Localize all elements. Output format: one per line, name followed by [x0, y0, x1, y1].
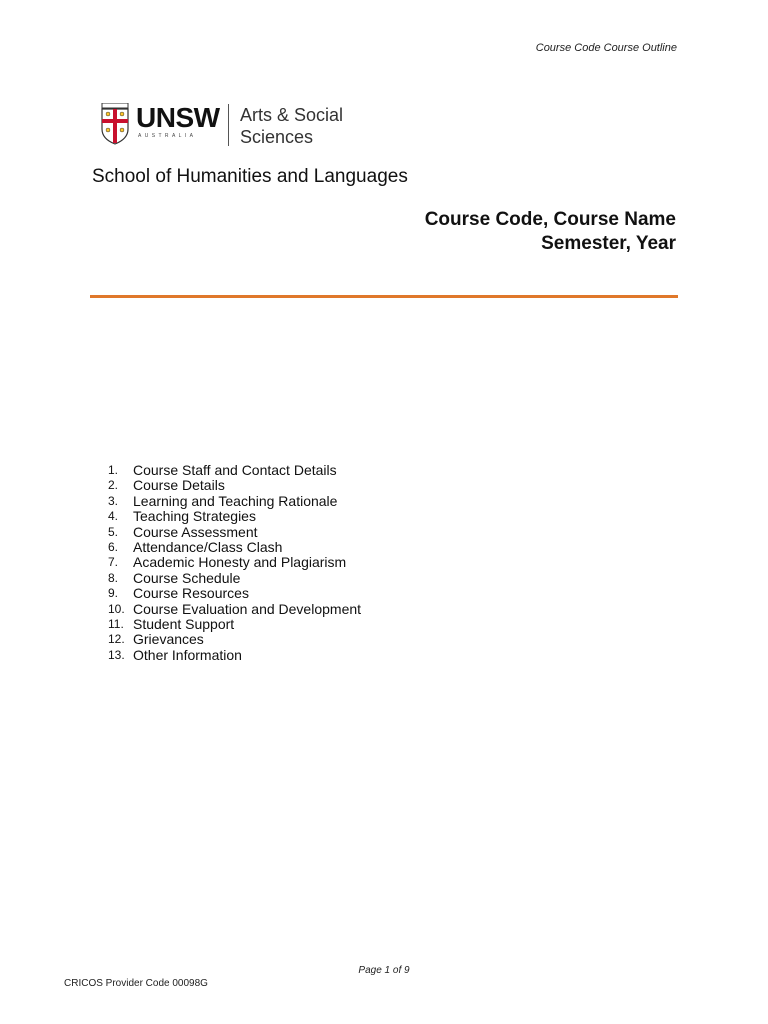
toc-item-label: Course Assessment: [133, 523, 258, 540]
toc-item-number: 7.: [108, 555, 119, 570]
toc-item-label: Grievances: [133, 631, 204, 648]
toc-item-label: Course Schedule: [133, 569, 241, 586]
toc-item: [108, 478, 361, 493]
toc-item: [108, 463, 361, 478]
toc-item-number: 2.: [108, 478, 119, 493]
toc-item-label: Academic Honesty and Plagiarism: [133, 554, 347, 571]
toc-item-label: Teaching Strategies: [133, 508, 256, 525]
unsw-logo: [98, 100, 358, 152]
toc-item-number: 10.: [108, 601, 125, 616]
toc-item-label: Course Details: [133, 477, 225, 494]
toc-item-label: Attendance/Class Clash: [133, 539, 283, 556]
course-title-line-1: Course Code, Course Name: [424, 209, 676, 230]
cricos-code: CRICOS Provider Code 00098G: [64, 978, 208, 989]
toc-item: [108, 525, 361, 540]
toc-item-number: 4.: [108, 509, 119, 524]
toc-item-number: 12.: [108, 632, 125, 647]
faculty-name: [240, 104, 343, 148]
toc-item-number: 9.: [108, 586, 119, 601]
course-title: [425, 208, 676, 256]
toc-item-label: Course Resources: [133, 585, 249, 602]
logo-wordmark: UNSW: [136, 102, 220, 133]
toc-item-label: Course Staff and Contact Details: [133, 462, 337, 478]
faculty-line-2: Sciences: [240, 127, 314, 147]
toc-item-number: 3.: [108, 493, 119, 508]
toc-item: [108, 586, 361, 601]
toc-item: [108, 632, 361, 647]
toc-item: [108, 555, 361, 570]
school-name: School of Humanities and Languages: [92, 166, 408, 187]
logo-divider: [228, 104, 229, 146]
table-of-contents: [108, 463, 361, 663]
toc-item: [108, 571, 361, 586]
toc-item-label: Course Evaluation and Development: [133, 600, 362, 617]
header-rule: [90, 295, 678, 298]
toc-item: [108, 494, 361, 509]
course-title-line-2: Semester, Year: [541, 233, 676, 254]
toc-item-label: Student Support: [133, 616, 235, 633]
toc-item: [108, 617, 361, 632]
toc-item-number: 1.: [108, 463, 119, 477]
toc-item-number: 13.: [108, 647, 125, 662]
toc-item-number: 11.: [108, 617, 124, 632]
toc-item-number: 8.: [108, 570, 119, 585]
toc-item: [108, 648, 361, 663]
toc-item: [108, 540, 361, 555]
toc-item: [108, 509, 361, 524]
toc-item: [108, 602, 361, 617]
toc-item-label: Other Information: [133, 646, 242, 663]
page-number: Page 1 of 9: [358, 965, 410, 976]
toc-item-label: Learning and Teaching Rationale: [133, 492, 338, 509]
logo-subtext: AUSTRALIA: [138, 133, 197, 139]
toc-item-number: 6.: [108, 540, 119, 555]
running-header: Course Code Course Outline: [535, 42, 677, 54]
faculty-line-1: Arts & Social: [240, 105, 344, 125]
unsw-crest-icon: [100, 103, 130, 145]
toc-item-number: 5.: [108, 524, 119, 539]
